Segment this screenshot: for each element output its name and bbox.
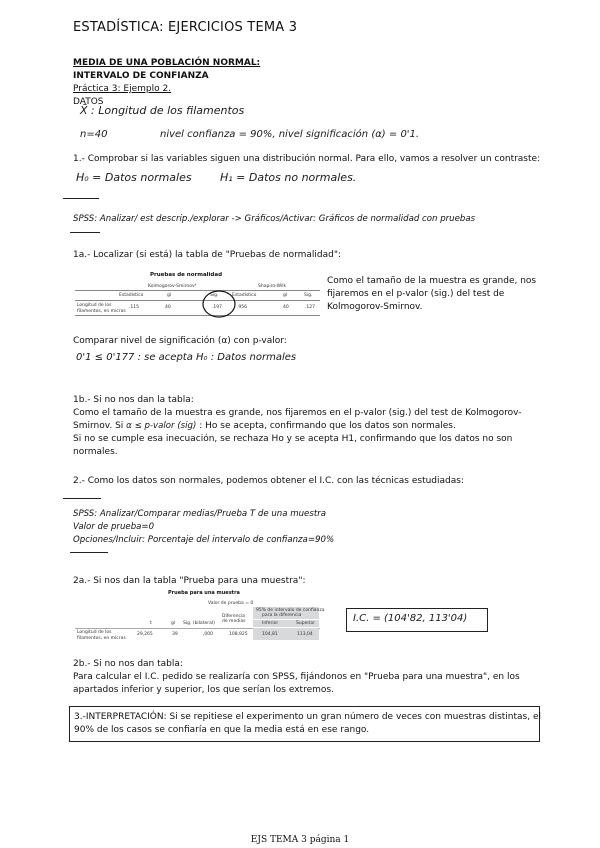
table-rule	[75, 315, 320, 316]
step2b-line: apartados inferior y superior, los que serían los extremos.	[73, 685, 334, 695]
step2b-line: Para calcular el I.C. pedido se realizaría con SPSS, fijándonos en "Prueba para una muestra", en los	[73, 672, 520, 682]
step1a-note: Como el tamaño de la muestra es grande, nos	[327, 276, 537, 286]
interpretation-line: 90% de los casos se confiaría en que la media está en ese rango.	[74, 725, 370, 735]
table-col-header: gl	[171, 621, 176, 626]
table-col-header: Sig.	[304, 293, 313, 298]
handwritten-comparison: 0'1 ≤ 0'177 : se acepta H₀ : Datos normales	[76, 352, 297, 363]
table-col-header: gl	[167, 293, 172, 298]
table-cell: 40	[165, 305, 171, 310]
step1b-line: Si no se cumple esa inecuación, se rechaza Ho y se acepta H1, confirmando que los datos no son	[73, 434, 513, 444]
sig-circle-annotation	[200, 288, 238, 320]
table-title: Pruebas de normalidad	[150, 272, 223, 278]
step2-spss-path: SPSS: Analizar/Comparar medias/Prueba T de una muestra	[73, 509, 326, 519]
table-row-label: filamentos, en micras	[77, 309, 126, 314]
handwritten-inequality: α ≤ p-valor (sig)	[126, 421, 197, 431]
table-rule	[75, 290, 320, 291]
table-cell: .197	[212, 305, 223, 310]
table-row-label: Longitud de los	[77, 303, 112, 308]
section-subheading: INTERVALO DE CONFIANZA	[73, 71, 209, 81]
table-col-header: Sig.	[210, 293, 219, 298]
table-col-header: Superior	[296, 621, 316, 626]
step1b-line: Como el tamaño de la muestra es grande, nos fijaremos en el p-valor (sig.) del test de Kolmogorov-	[73, 408, 522, 418]
page-title: ESTADÍSTICA: EJERCICIOS TEMA 3	[73, 20, 298, 35]
interval-answer-box	[346, 608, 488, 632]
table-cell: ,000	[203, 632, 214, 637]
step2-spss-options: Opciones/Incluir: Porcentaje del intervalo de confianza=90%	[73, 535, 335, 545]
divider	[70, 232, 100, 233]
step1-spss-path: SPSS: Analizar/ est descrip./explorar -> Gráficos/Activar: Gráficos de normalidad con pruebas	[73, 214, 476, 224]
step1b-line-start: Smirnov. Si	[73, 421, 124, 431]
table-rule	[75, 300, 320, 301]
table-group-header: Valor de prueba = 0	[208, 601, 254, 606]
step2-text: 2.- Como los datos son normales, podemos obtener el I.C. con las técnicas estudiadas:	[73, 476, 464, 486]
page-footer: EJS TEMA 3 página 1	[250, 835, 350, 845]
table-cell: 108,925	[229, 632, 248, 637]
table-col-header: Sig. (bilateral)	[183, 621, 215, 626]
step1a-compare: Comparar nivel de significación (α) con p-valor:	[73, 336, 287, 346]
table-col-header: Inferior	[262, 621, 279, 626]
handwritten-confidence: nivel confianza = 90%, nivel significación (α) = 0'1.	[160, 129, 420, 140]
table-group-header: 95% de intervalo de confianza	[256, 608, 325, 613]
handwritten-sample-size: n=40	[80, 129, 108, 140]
table-title: Prueba para una muestra	[168, 590, 240, 596]
step2-spss-value: Valor de prueba=0	[73, 522, 155, 532]
divider	[70, 552, 108, 553]
step1a-text: 1a.- Localizar (si está) la tabla de "Pruebas de normalidad":	[73, 250, 342, 260]
step1b-line	[73, 421, 456, 431]
handwritten-interval: I.C. = (104'82, 113'04)	[353, 613, 468, 624]
table-cell: .115	[129, 305, 140, 310]
table-group-header: para la diferencia	[262, 613, 302, 618]
handwritten-h1: H₁ = Datos no normales.	[220, 171, 357, 184]
step2b-heading: 2b.- Si no nos dan tabla:	[73, 659, 183, 669]
divider	[63, 198, 99, 199]
handwritten-variable: X̄ : Longitud de los filamentos	[80, 104, 245, 117]
interpretation-box	[69, 706, 540, 742]
table-col-header: t	[150, 621, 152, 626]
table-cell: 39	[172, 632, 178, 637]
table-col-header: Diferencia de medias	[222, 614, 246, 624]
practice-label: Práctica 3: Ejemplo 2.	[73, 84, 172, 94]
step1b-line: normales.	[73, 447, 118, 457]
section-heading: MEDIA DE UNA POBLACIÓN NORMAL:	[73, 58, 261, 68]
divider	[63, 498, 101, 499]
table-cell: .127	[305, 305, 316, 310]
table-row-label: filamentos, en micras	[77, 636, 126, 641]
table-cell: .956	[237, 305, 248, 310]
table-cell: 113,04	[297, 632, 313, 637]
table-group-header: Shapiro-Wilk	[258, 284, 287, 289]
table-group-header: Kolmogorov-Smirnovᵃ	[148, 284, 197, 289]
step1-text: 1.- Comprobar si las variables siguen una distribución normal. Para ello, vamos a resolver un contraste:	[73, 154, 541, 164]
handwritten-h0: H₀ = Datos normales	[76, 171, 192, 184]
interpretation-line: 3.-INTERPRETACIÓN: Si se repitiese el experimento un gran número de veces con muestras distintas, el	[74, 712, 541, 722]
step1b-line-end: : Ho se acepta, confirmando que los datos son normales.	[199, 421, 456, 431]
table-cell: 29,265	[137, 632, 153, 637]
table-row-label: Longitud de los	[77, 630, 112, 635]
table-col-header: Estadístico	[232, 293, 257, 298]
step2a-text: 2a.- Si nos dan la tabla "Prueba para una muestra":	[73, 576, 306, 586]
step1b-heading: 1b.- Si no nos dan la tabla:	[73, 395, 194, 405]
table-cell: 104,81	[262, 632, 278, 637]
step1a-note: Kolmogorov-Smirnov.	[327, 302, 423, 312]
table-col-header: Estadístico	[119, 293, 144, 298]
table-col-header: gl	[283, 293, 288, 298]
table-cell: 40	[283, 305, 289, 310]
step1a-note: fijaremos en el p-valor (sig.) del test de	[327, 289, 505, 299]
datos-label: DATOS	[73, 97, 104, 107]
